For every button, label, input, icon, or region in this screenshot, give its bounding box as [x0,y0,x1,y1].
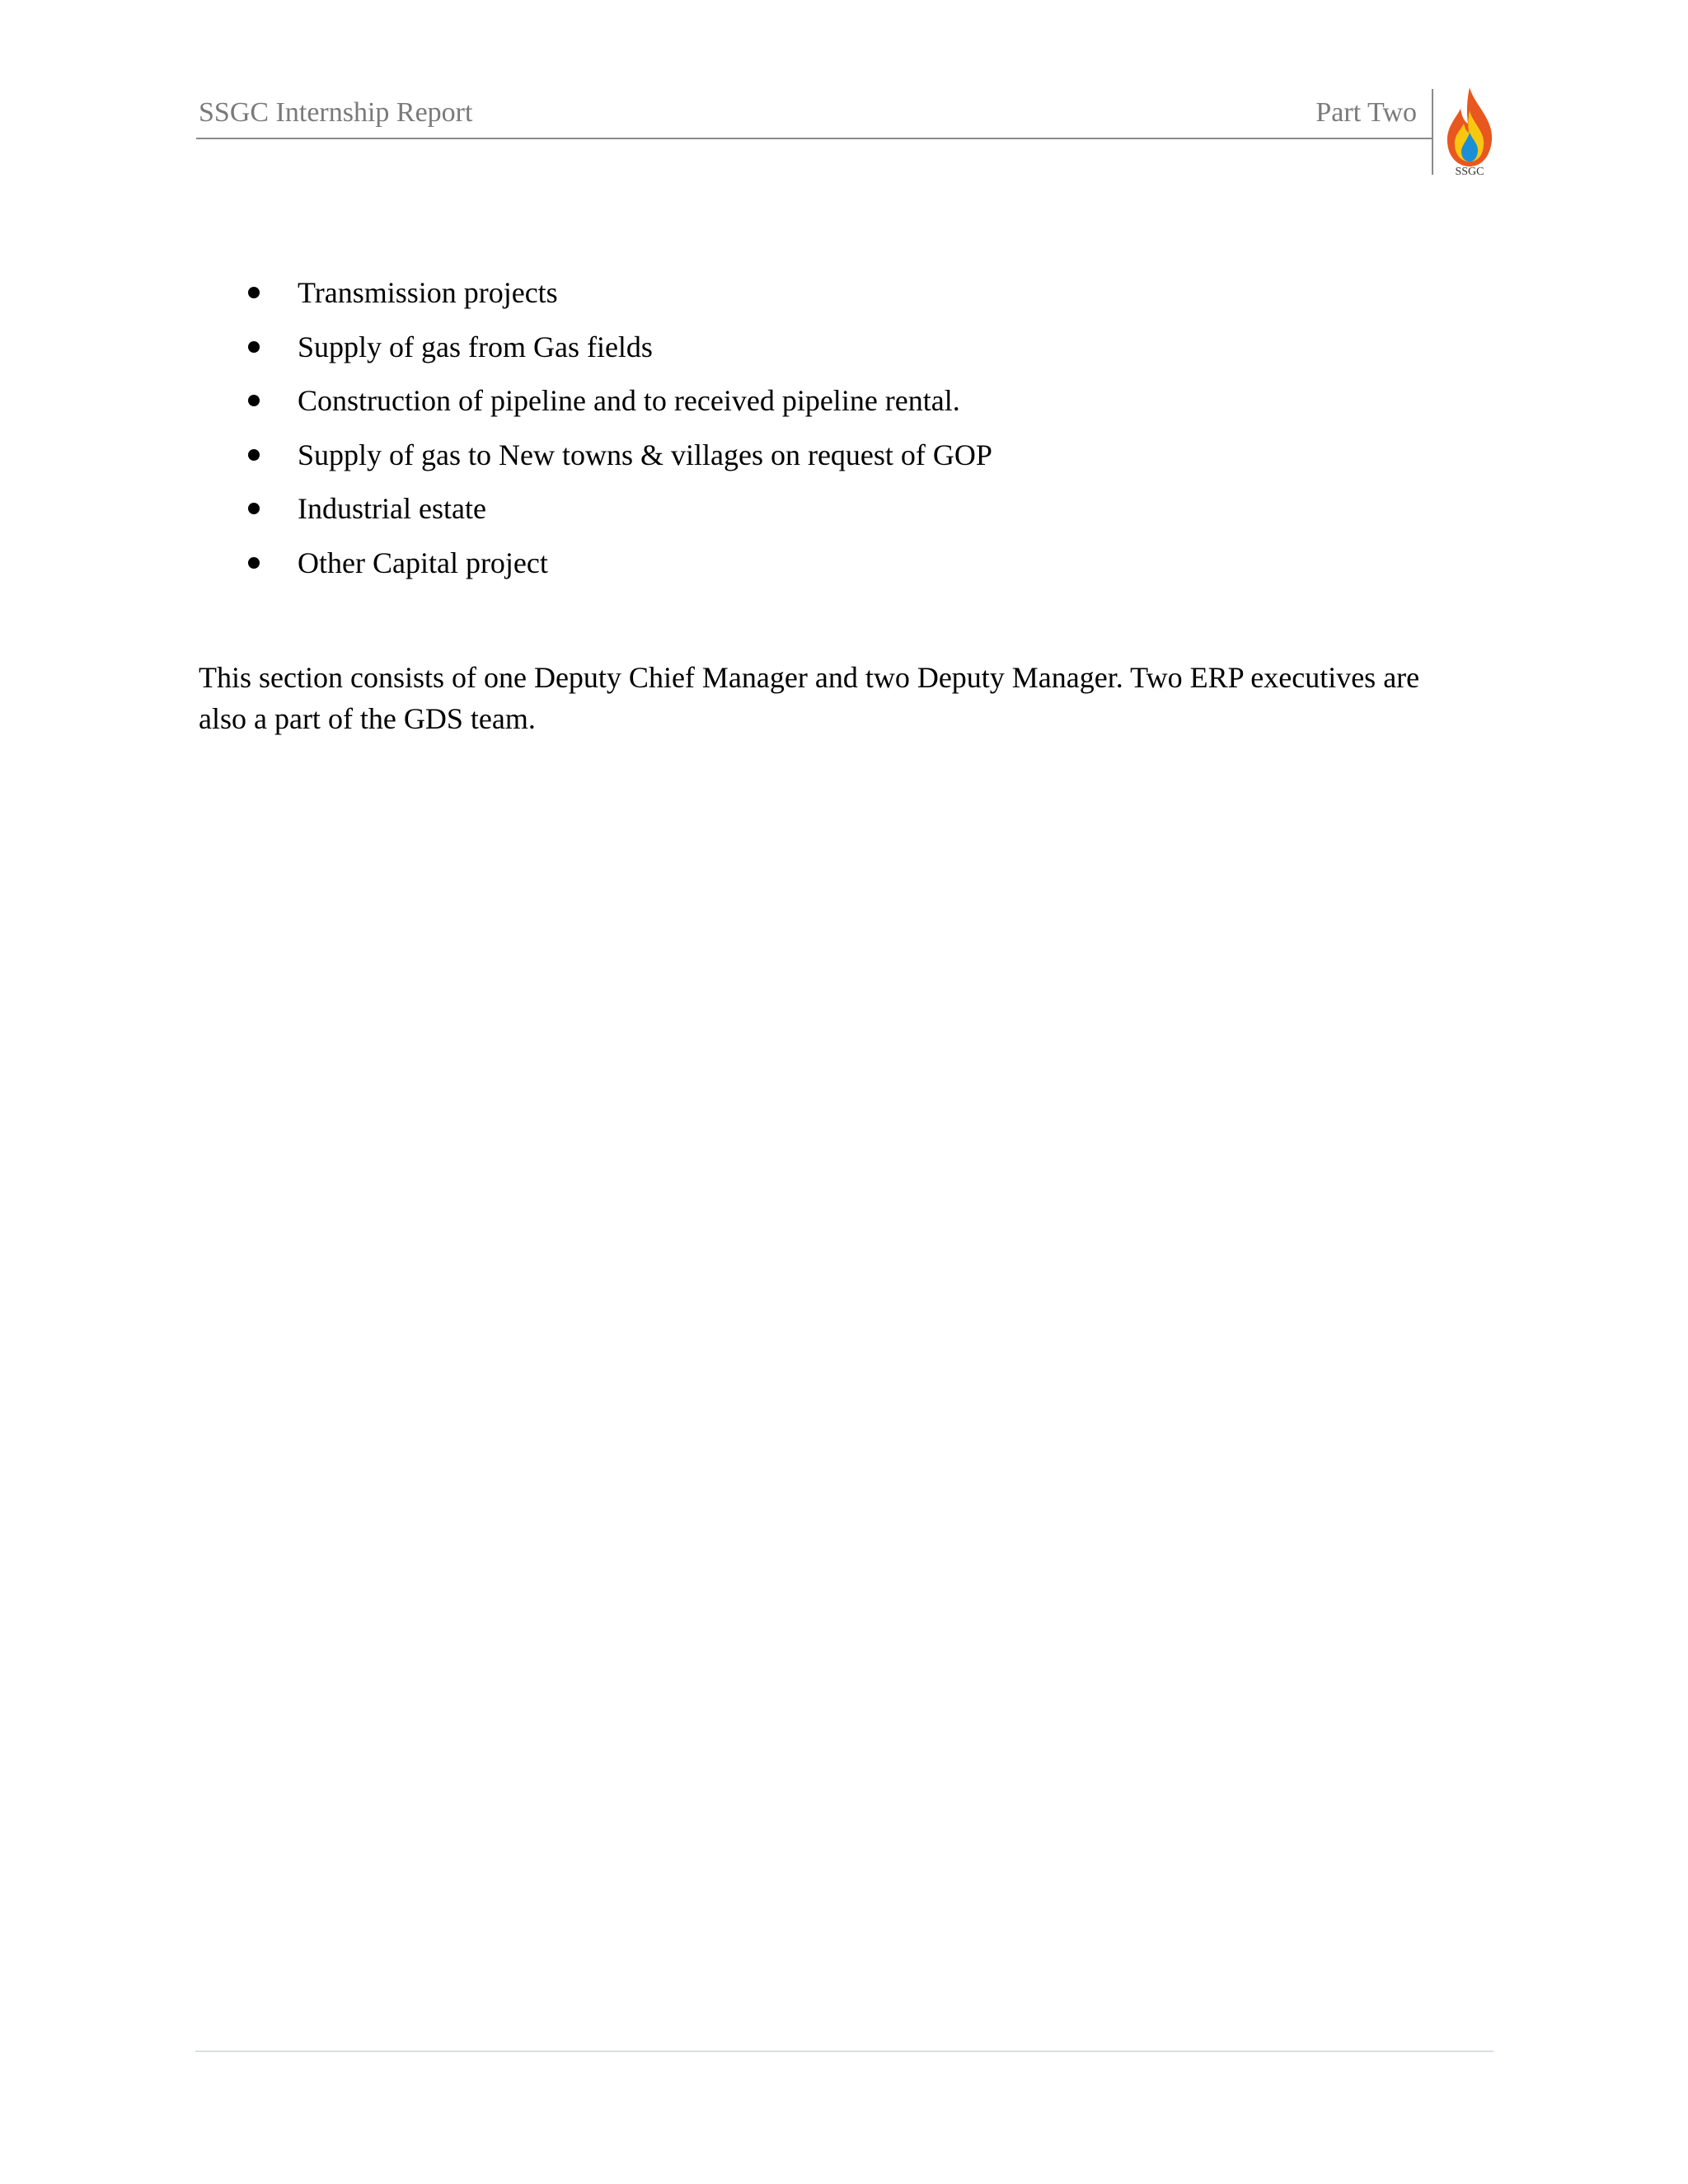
bullet-icon [248,287,260,298]
bullet-icon [248,341,260,353]
bullet-icon [248,557,260,569]
bullet-icon [248,503,260,514]
body-paragraph: This section consists of one Deputy Chief Manager and two Deputy Manager. Two ERP executives are also a part of the GDS team. [199,661,1420,735]
bullet-icon [248,395,260,406]
list-item-text: Industrial estate [298,492,486,525]
footer-rule [195,2050,1493,2052]
report-title: SSGC Internship Report [199,97,473,128]
list-item-text: Transmission projects [298,276,558,309]
header-rule [196,138,1432,139]
list-item-text: Supply of gas to New towns & villages on request of GOP [298,438,992,471]
logo-text: SSGC [1455,166,1484,178]
bullet-icon [248,449,260,461]
part-label: Part Two [1315,97,1417,128]
ssgc-flame-logo-icon [1444,86,1495,178]
list-item-text: Construction of pipeline and to received pipeline rental. [298,384,960,417]
header-vertical-rule [1432,89,1433,175]
list-item-text: Supply of gas from Gas fields [298,330,653,363]
list-item-text: Other Capital project [298,546,548,579]
